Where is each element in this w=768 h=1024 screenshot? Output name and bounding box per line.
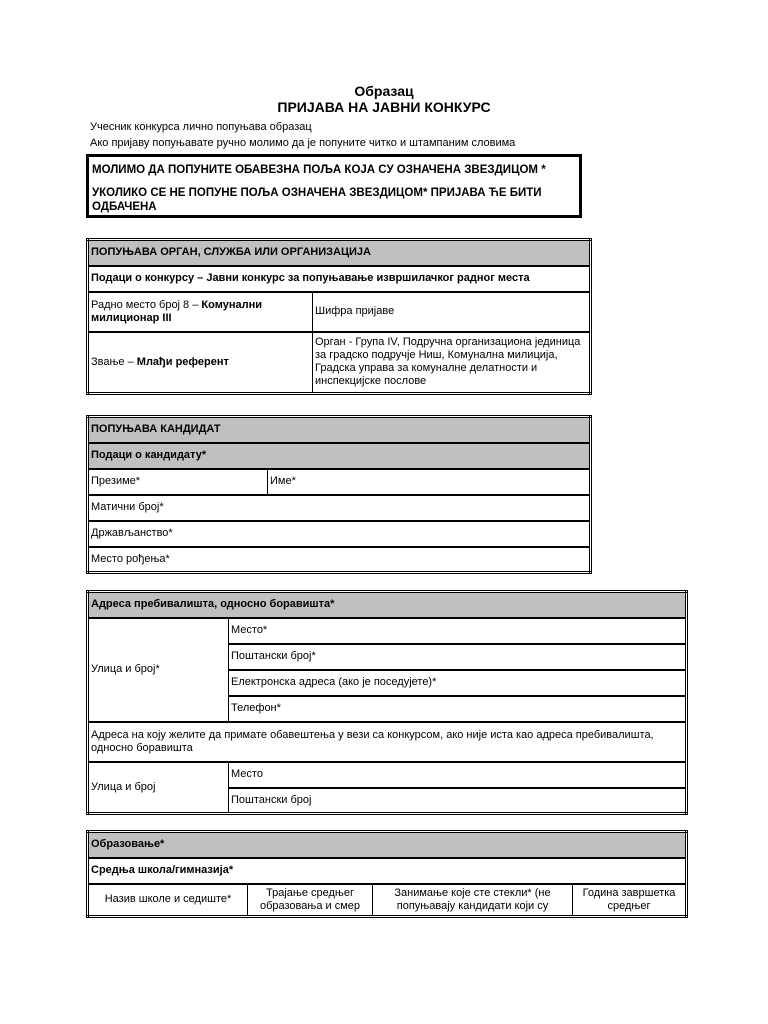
education-subheading: Средња школа/гимназија* — [88, 858, 687, 884]
postal-field[interactable]: Поштански број* — [229, 644, 687, 670]
warning-rejected: УКОЛИКО СЕ НЕ ПОПУНЕ ПОЉА ОЗНАЧЕНА ЗВЕЗДИЦОМ* ПРИЈАВА ЋЕ БИТИ ОДБАЧЕНА — [92, 187, 542, 213]
rank-prefix: Звање – — [91, 355, 137, 368]
form-title: Образац — [354, 83, 414, 99]
application-code-field[interactable]: Шифра пријаве — [313, 292, 591, 332]
education-table — [86, 830, 688, 918]
email-field[interactable]: Електронска адреса (ако је поседујете)* — [229, 670, 687, 696]
education-heading: Образовање* — [88, 832, 687, 858]
phone-field[interactable]: Телефон* — [229, 696, 687, 722]
alt-postal-field[interactable]: Поштански број — [229, 788, 687, 814]
form-subtitle: ПРИЈАВА НА ЈАВНИ КОНКУРС — [277, 99, 491, 115]
position-name: Комунални милиционар III — [91, 298, 262, 324]
warning-box — [86, 154, 582, 218]
street-label: Улица и број* — [88, 618, 229, 722]
surname-field[interactable]: Презиме* — [88, 469, 268, 495]
note-personal: Учесник конкурса лично попуњава образац — [90, 121, 312, 133]
citizenship-field[interactable]: Држављанство* — [88, 521, 591, 547]
organ-table — [86, 238, 592, 395]
organ-heading: ПОПУЊАВА ОРГАН, СЛУЖБА ИЛИ ОРГАНИЗАЦИЈА — [88, 240, 591, 266]
rank-name: Млађи референт — [136, 355, 229, 368]
address-table — [86, 590, 688, 815]
col-graduation-year: Година завршетка средњег — [573, 884, 687, 917]
candidate-subheading: Подаци о кандидату* — [88, 443, 591, 469]
col-school-name: Назив школе и седиште* — [88, 884, 248, 917]
birthplace-field[interactable]: Место рођења* — [88, 547, 591, 573]
place-field[interactable]: Место* — [229, 618, 687, 644]
competition-info: Подаци о конкурсу – Јавни конкурс за попуњавање извршилачког радног места — [88, 266, 591, 292]
address-heading: Адреса пребивалишта, односно боравишта* — [88, 592, 687, 618]
rank-cell — [88, 332, 313, 394]
alt-street-label: Улица и број — [88, 762, 229, 814]
position-prefix: Радно место број 8 – — [91, 298, 202, 311]
organ-description: Орган - Група IV, Подручна организациона јединица за градско подручје Ниш, Комунална милиција, Градска управа за комуналне делатности и инспекцијске послове — [313, 332, 591, 394]
warning-required: МОЛИМО ДА ПОПУНИТЕ ОБАВЕЗНА ПОЉА КОЈА СУ ОЗНАЧЕНА ЗВЕЗДИЦОМ * — [92, 164, 546, 176]
alt-place-field[interactable]: Место — [229, 762, 687, 788]
position-cell — [88, 292, 313, 332]
candidate-table — [86, 415, 592, 574]
name-field[interactable]: Име* — [268, 469, 591, 495]
jmbg-field[interactable]: Матични број* — [88, 495, 591, 521]
note-handwriting: Ако пријаву попуњавате ручно молимо да је попуните читко и штампаним словима — [90, 137, 516, 149]
candidate-heading: ПОПУЊАВА КАНДИДАТ — [88, 417, 591, 443]
alt-address-note: Адреса на коју желите да примате обавештења у вези са конкурсом, ако није иста као адреса пребивалишта, односно боравишта — [88, 722, 687, 762]
col-duration: Трајање средњег образовања и смер — [248, 884, 373, 917]
col-occupation: Занимање које сте стекли* (не попуњавају кандидати који су — [373, 884, 573, 917]
